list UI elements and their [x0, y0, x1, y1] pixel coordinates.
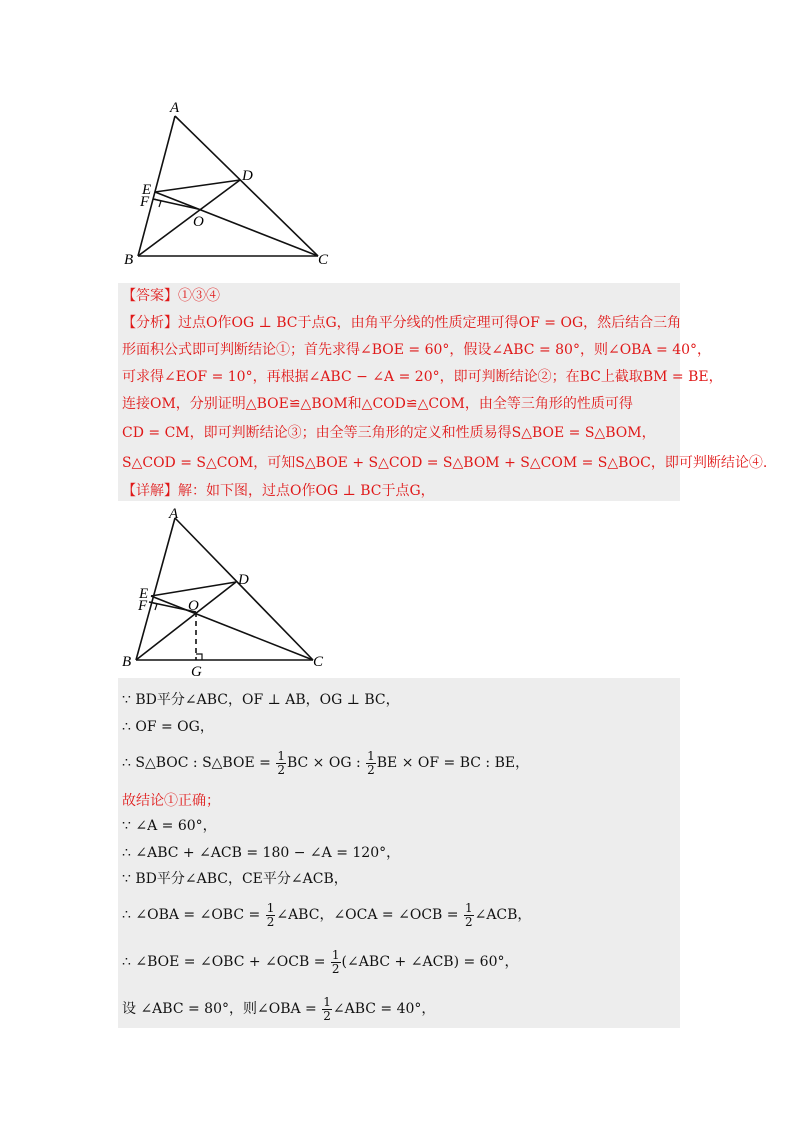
label-A: A — [170, 100, 180, 116]
solution-line-9 — [122, 947, 519, 977]
solution-line-7: ∵ BD平分∠ABC，CE平分∠ACB， — [122, 871, 348, 887]
segment-BD — [136, 582, 236, 660]
analysis-line-6: S△COD = S△COM，可知S△BOE + S△COD = S△BOM + S△COM = S△BOC，即可判断结论④. — [122, 455, 768, 471]
solution-line-8 — [122, 900, 531, 930]
label-F: F — [140, 194, 150, 210]
analysis-line-1: 【分析】过点O作OG ⊥ BC于点G，由角平分线的性质定理可得OF = OG，然后结合三角 — [122, 315, 682, 331]
label-B: B — [124, 252, 134, 268]
detail-line — [122, 481, 435, 501]
label-A: A — [169, 506, 179, 522]
segment-CE — [151, 596, 313, 660]
solution-line-6: ∴ ∠ABC + ∠ACB = 180 − ∠A = 120°， — [122, 845, 401, 861]
s3-mid1: BC × OG : — [286, 755, 366, 771]
solution-line-3 — [122, 748, 529, 778]
fraction-half: $\frac{1}{2}$ — [331, 947, 340, 976]
analysis-line-4: 连接OM，分别证明△BOE≌△BOM和△COD≌△COM，由全等三角形的性质可得 — [122, 396, 633, 412]
segment-ED — [151, 582, 236, 596]
solution-line-1: ∵ BD平分∠ABC，OF ⊥ AB，OG ⊥ BC， — [122, 692, 400, 708]
s8-end: ∠ACB， — [474, 907, 532, 923]
s10-end: ∠ABC = 40°， — [332, 1001, 436, 1017]
label-O: O — [193, 214, 204, 230]
s8-pre: ∴ ∠OBA = ∠OBC = — [122, 907, 265, 923]
label-O: O — [188, 598, 199, 614]
label-B: B — [122, 654, 132, 670]
solution-line-5: ∵ ∠A = 60°， — [122, 818, 217, 834]
s10-pre: 设 ∠ABC = 80°，则∠OBA = — [122, 1001, 322, 1017]
solution-line-4: 故结论①正确； — [122, 793, 220, 809]
label-D: D — [238, 572, 249, 588]
fraction-half: $\frac{1}{2}$ — [367, 748, 375, 777]
right-angle-mark-G — [196, 654, 202, 660]
s9-pre: ∴ ∠BOE = ∠OBC + ∠OCB = — [122, 954, 330, 970]
label-E: E — [142, 182, 152, 198]
s3-mid2: BE × OF = BC : BE， — [376, 755, 530, 771]
label-D: D — [242, 168, 253, 184]
fraction-half: $\frac{1}{2}$ — [277, 748, 285, 777]
fraction-half: $\frac{1}{2}$ — [266, 900, 275, 929]
segment-CE — [155, 192, 318, 256]
solution-line-2: ∴ OF = OG， — [122, 719, 214, 735]
answer-label: 【答案】 — [122, 288, 178, 304]
solution-line-10 — [122, 994, 435, 1024]
label-G: G — [191, 664, 202, 678]
answer-line — [122, 286, 220, 306]
detail-label: 【详解】 — [122, 483, 178, 499]
fraction-half: $\frac{1}{2}$ — [323, 994, 331, 1023]
analysis-line-3: 可求得∠EOF = 10°，再根据∠ABC − ∠A = 20°，即可判断结论②；在BC上截取BM = BE， — [122, 369, 723, 385]
answer-value: ①③④ — [178, 288, 220, 304]
s9-end: (∠ABC + ∠ACB) = 60°， — [341, 954, 519, 970]
analysis-line-2: 形面积公式即可判断结论①；首先求得∠BOE = 60°，假设∠ABC = 80°，则∠OBA = 40°， — [122, 342, 712, 358]
label-C: C — [318, 252, 329, 268]
detail-text: 解：如下图，过点O作OG ⊥ BC于点G， — [178, 483, 435, 499]
segment-BD — [138, 180, 240, 256]
analysis-line-5: CD = CM，即可判断结论③；由全等三角形的定义和性质易得S△BOE = S△BOM， — [122, 425, 656, 441]
fraction-half: $\frac{1}{2}$ — [464, 900, 473, 929]
label-E: E — [139, 586, 149, 602]
s3-pre: ∴ S△BOC : S△BOE = — [122, 755, 276, 771]
label-C: C — [313, 654, 324, 670]
s8-mid: ∠ABC，∠OCA = ∠OCB = — [276, 907, 463, 923]
geometry-figure-1 — [118, 96, 333, 268]
label-F: F — [138, 598, 148, 614]
geometry-figure-2 — [118, 504, 330, 678]
